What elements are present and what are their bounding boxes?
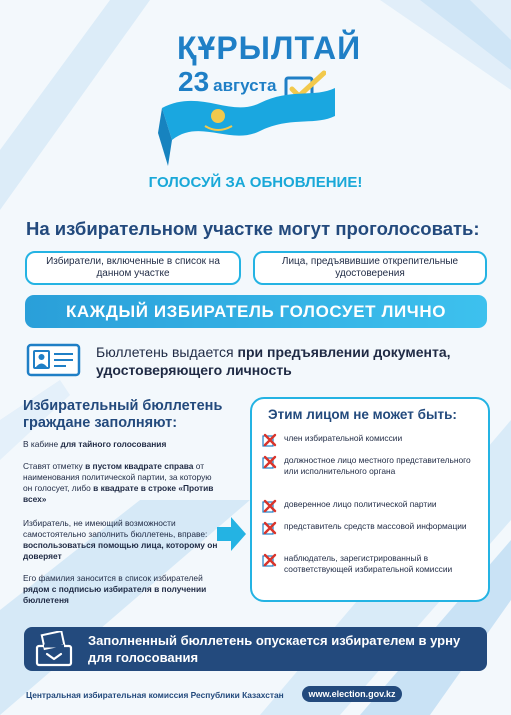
not-allowed-item: должностное лицо местного представительного или исполнительного органа — [262, 455, 482, 477]
not-allowed-box — [250, 397, 490, 602]
absentee-voters-pill: Лица, предъявившие открепительные удостоверения — [253, 251, 487, 285]
cross-icon — [262, 521, 278, 535]
slogan: ГОЛОСУЙ ЗА ОБНОВЛЕНИЕ! — [148, 174, 363, 191]
fill-instructions-title: Избирательный бюллетень граждане заполняют: — [23, 398, 223, 431]
not-allowed-item: наблюдатель, зарегистрированный в соответствующей избирательной комиссии — [262, 553, 482, 575]
logo-day: 23 — [178, 66, 210, 97]
arrow-right-icon — [217, 515, 247, 553]
cross-icon — [262, 553, 278, 567]
cross-icon — [262, 499, 278, 513]
footer-organization: Центральная избирательная комиссия Республики Казахстан — [26, 690, 284, 700]
not-allowed-item: член избирательной комиссии — [262, 433, 482, 447]
page-heading: На избирательном участке могут проголосовать: — [26, 218, 480, 239]
instruction-assistance: Избиратель, не имеющий возможности самостоятельно заполнить бюллетень, вправе: воспользоваться помощью лица, которому он доверяет — [23, 518, 218, 561]
not-allowed-item: представитель средств массовой информации — [262, 521, 482, 535]
personal-vote-banner: КАЖДЫЙ ИЗБИРАТЕЛЬ ГОЛОСУЕТ ЛИЧНО — [25, 295, 487, 328]
not-allowed-title: Этим лицом не может быть: — [268, 407, 457, 422]
cross-icon — [262, 455, 278, 469]
ballot-box-icon — [34, 631, 74, 667]
logo-month: августа — [213, 76, 277, 95]
ballot-box-bar — [24, 627, 487, 671]
instruction-surname: Его фамилия заносится в список избирателей рядом с подписью избирателя в получении бюллетеня — [23, 573, 207, 605]
voters-list-pill: Избиратели, включенные в список на данном участке — [25, 251, 241, 285]
ballot-box-text: Заполненный бюллетень опускается избирателем в урну для голосования — [88, 633, 461, 665]
instruction-mark: Ставят отметку в пустом квадрате справа от наименования политической партии, за которую он голосует, либо в квадрате в строке «Против всех» — [23, 461, 214, 504]
instruction-booth: В кабине для тайного голосования — [23, 439, 167, 449]
kazakhstan-flag-ribbon — [150, 78, 340, 168]
logo-title: ҚҰРЫЛТАЙ — [177, 30, 362, 66]
cross-icon — [262, 433, 278, 447]
website-link[interactable]: www.election.gov.kz — [302, 686, 402, 702]
not-allowed-item: доверенное лицо политической партии — [262, 499, 482, 513]
id-card-icon — [26, 343, 81, 377]
document-requirement-text: Бюллетень выдается при предъявлении документа, удостоверяющего личность — [96, 344, 451, 378]
